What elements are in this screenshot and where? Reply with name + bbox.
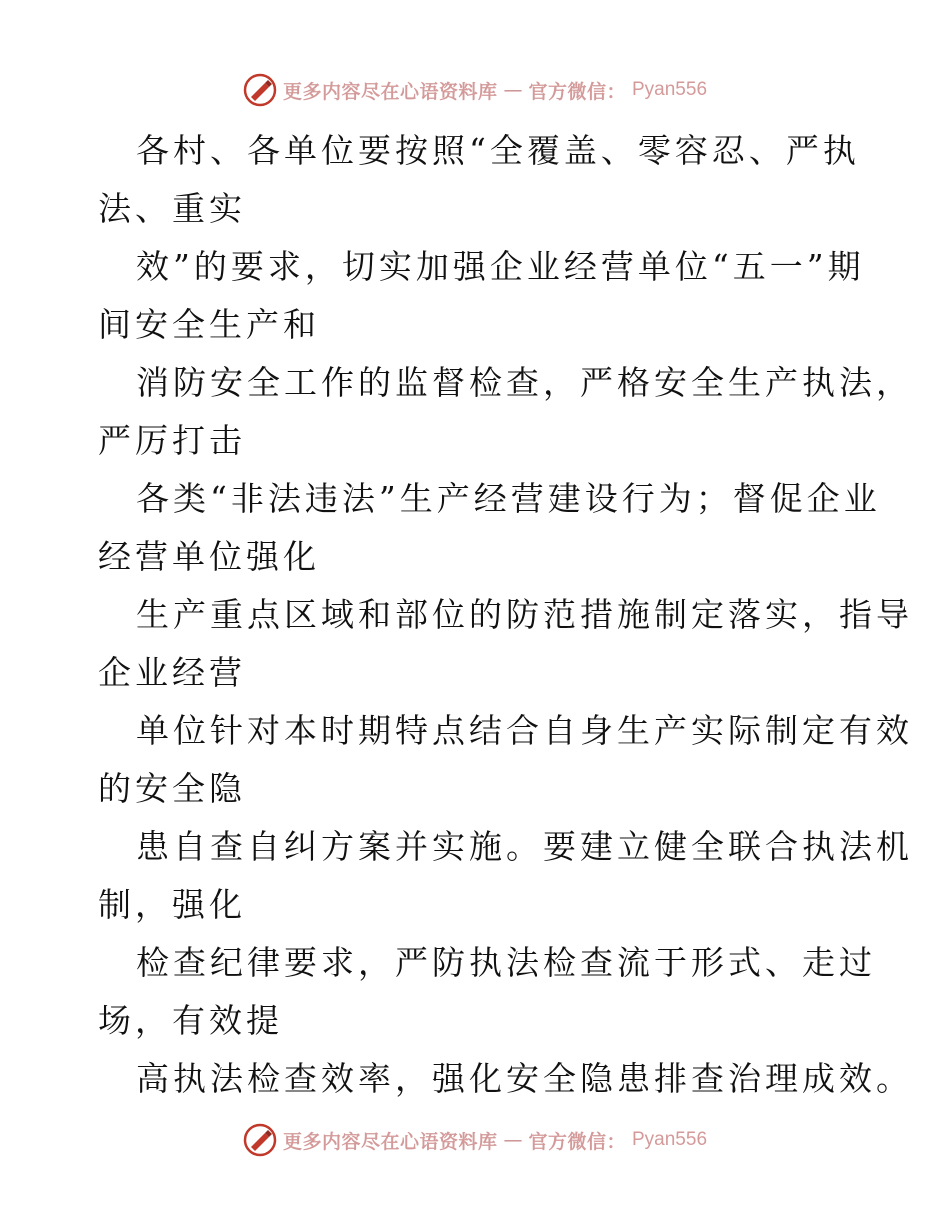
watermark-brand: 更多内容尽在心语资料库 [282, 1130, 498, 1153]
body-line: 各类“非法违法”生产经营建设行为；督促企业 [136, 479, 881, 518]
body-line: 患自查自纠方案并实施。要建立健全联合执法机 [136, 827, 913, 866]
watermark-handle: Pyan556 [632, 1129, 708, 1150]
body-line: 场，有效提 [98, 1001, 283, 1040]
brand-logo-icon [243, 1123, 277, 1157]
body-line: 单位针对本时期特点结合自身生产实际制定有效 [136, 711, 913, 750]
body-line: 经营单位强化 [98, 537, 320, 576]
body-line: 法、重实 [98, 189, 246, 228]
watermark-handle: Pyan556 [632, 79, 708, 100]
body-line: 效”的要求，切实加强企业经营单位“五一”期 [136, 247, 865, 286]
header-watermark [0, 70, 950, 110]
body-line: 检查纪律要求，严防执法检查流于形式、走过 [136, 943, 876, 982]
brand-logo-icon [243, 73, 277, 107]
body-line: 各村、各单位要按照“全覆盖、零容忍、严执 [136, 131, 860, 170]
document-body [98, 122, 913, 1108]
body-line: 消防安全工作的监督检查，严格安全生产执法， [136, 363, 913, 402]
body-line: 制，强化 [98, 885, 246, 924]
watermark-separator: — [503, 79, 523, 101]
watermark-label: 官方微信： [528, 80, 626, 103]
body-line: 的安全隐 [98, 769, 246, 808]
body-line: 企业经营 [98, 653, 246, 692]
body-line: 高执法检查效率，强化安全隐患排查治理成效。 [136, 1059, 913, 1098]
footer-watermark [0, 1120, 950, 1160]
watermark-brand: 更多内容尽在心语资料库 [282, 80, 498, 103]
watermark-separator: — [503, 1129, 523, 1151]
body-line: 严厉打击 [98, 421, 246, 460]
body-line: 间安全生产和 [98, 305, 320, 344]
watermark-label: 官方微信： [528, 1130, 626, 1153]
body-line: 生产重点区域和部位的防范措施制定落实，指导 [136, 595, 913, 634]
